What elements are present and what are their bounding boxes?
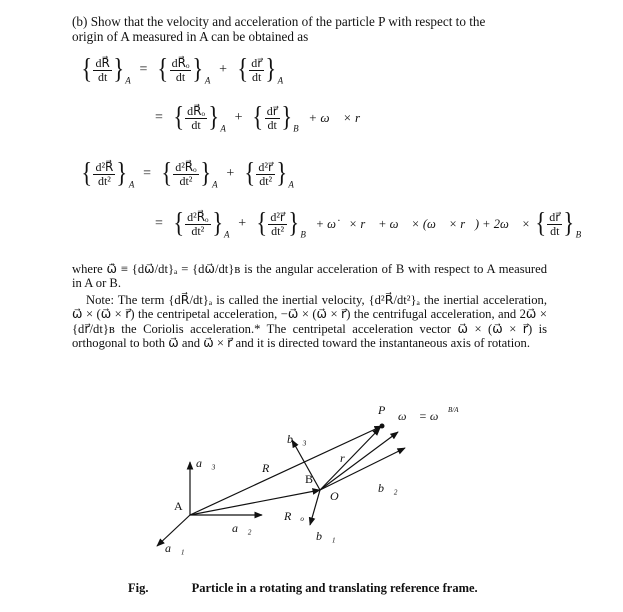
label-b1: b⃗₁ <box>316 529 336 543</box>
label-r: r⃗ <box>340 451 355 465</box>
part-label: (b) <box>72 14 88 29</box>
figure-caption-prefix: Fig. <box>128 581 149 595</box>
equation-acceleration-2: = { $\frac{\text{d²R⃗ₒ}}{\text{dt²}}$ }$_A$ + { $\frac{\text{d²r⃗}}{\text{dt²}}$ }$_B$ + ω̇⃗ × r⃗ + ω⃗ × (ω⃗ × r⃗) + 2ω⃗ × { $\frac{dr⃗}{dt}$ }$_B$ <box>155 208 582 240</box>
label-A: A <box>174 499 183 513</box>
label-b3: b⃗₃ <box>287 432 307 446</box>
figure-caption-text: Particle in a rotating and translating reference frame. <box>191 581 478 595</box>
note-paragraph: Note: The term {dR⃗/dt}ₐ is called the inertial velocity, {d²R⃗/dt²}ₐ the inertial acceleration, ω⃗ × (ω⃗ × r⃗) the centripetal acceleration, −ω⃗ × (ω⃗ × r⃗) the centrifugal acceleration, and 2ω⃗ × {dr⃗/dt}ʙ the Coriolis acceleration.* The centripetal acceleration vector ω⃗ × (ω⃗ × r⃗) is orthogonal to both ω⃗ and ω⃗ × r⃗ and it is directed toward the instantaneous axis of rotation. <box>72 293 547 351</box>
equation-acceleration-1: { $\frac{\text{d²R⃗}}{\text{dt²}}$ }$_A$ = { $\frac{\text{d²R⃗ₒ}}{\text{dt²}}$ }$_A$ + { $\frac{\text{d²r⃗}}{\text{dt²}}$ }$_A$ <box>81 158 294 190</box>
label-Ro: R⃗ₒ <box>284 509 305 523</box>
label-B: B <box>305 472 314 486</box>
label-a1: a⃗₁ <box>165 541 185 555</box>
equation-velocity-1: { $\frac{dR⃗}{dt}$ }$_A$ = { $\frac{\text{dR⃗ₒ}}{dt}$ }$_A$ + { $\frac{dr⃗}{dt}$ }$_A$ <box>81 54 284 86</box>
intro-line-2: origin of A measured in A can be obtained as <box>72 29 309 44</box>
label-omega-sup: B/A <box>448 406 459 414</box>
vector-R <box>190 426 382 515</box>
label-b2: b⃗₂ <box>378 481 398 495</box>
label-P: P <box>378 403 386 417</box>
label-a2: a⃗₂ <box>232 521 252 535</box>
where-paragraph: where ω̇⃗ ≡ {dω⃗/dt}ₐ = {dω⃗/dt}ʙ is the angular acceleration of B with respect to A measured in A or B. <box>72 262 547 291</box>
label-omega: ω⃗ = ω⃗ <box>398 409 448 423</box>
intro-line-1: Show that the velocity and acceleration of the particle P with respect to the <box>90 14 486 29</box>
figure-caption <box>128 581 478 596</box>
label-R: R⃗ <box>262 461 279 475</box>
label-O: O <box>330 489 339 503</box>
axis-b1 <box>310 490 320 525</box>
point-P <box>380 424 385 429</box>
problem-statement <box>72 14 592 44</box>
label-a3: a⃗₃ <box>196 456 216 470</box>
reference-frame-figure <box>0 392 623 574</box>
equation-velocity-2: = { $\frac{\text{dR⃗ₒ}}{dt}$ }$_A$ + { $\frac{dr⃗}{dt}$ }$_B$ + ω⃗ × r⃗ <box>155 102 371 134</box>
